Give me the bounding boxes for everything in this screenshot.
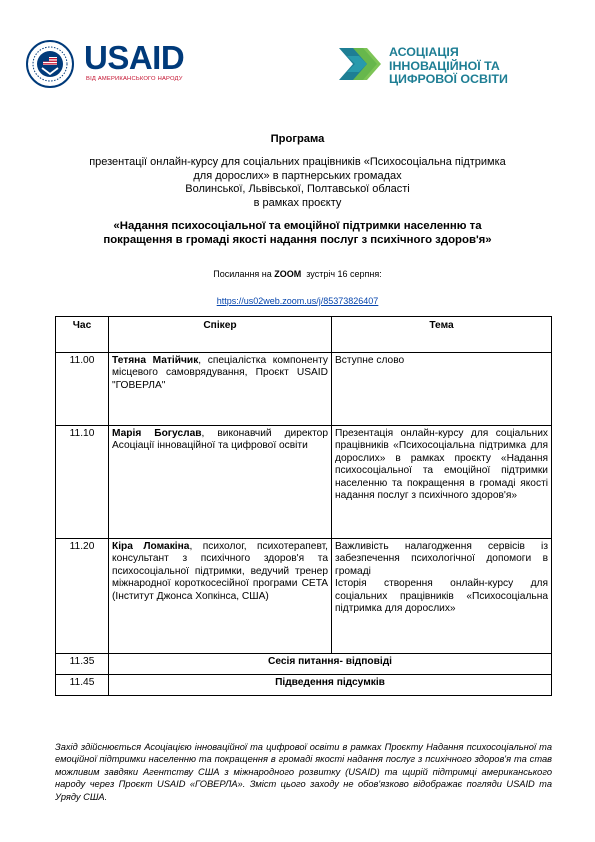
speaker-name: Кіра Ломакіна xyxy=(112,541,190,552)
header-speaker: Спікер xyxy=(109,317,332,353)
row-topic xyxy=(332,539,552,654)
table-row xyxy=(56,539,552,654)
project-name-line: покращення в громаді якості надання послуг з психічного здоров'я» xyxy=(103,233,492,246)
zoom-info xyxy=(0,268,595,282)
table-row xyxy=(56,675,552,696)
usaid-logo xyxy=(26,40,196,88)
speaker-role: , спеціалістка компоненту місцевого самоврядування, Проєкт USAID "ГОВЕРЛА" xyxy=(112,355,329,391)
zoom-suffix: зустріч 16 серпня: xyxy=(301,269,382,279)
speaker-role: , психолог, психотерапевт, консультант з психічного здоров'я та психосоціальної підтримки, ведучий тренер міжнародної короткосесійної програми CETA (Інститут Джонса Хопкінса, США) xyxy=(112,541,328,602)
description-line: Волинської, Львівської, Полтавської області xyxy=(185,183,410,195)
topic-line: Важливість налагодження сервісів із забезпечення психологічної допомоги в громаді xyxy=(335,541,548,577)
usaid-wordmark: USAID xyxy=(84,39,185,76)
zoom-word: ZOOM xyxy=(274,269,302,279)
row-time: 11.00 xyxy=(56,353,109,426)
speaker-name: Тетяна Матійчик xyxy=(112,355,199,366)
description-line: для дорослих» в партнерських громадах xyxy=(193,169,402,182)
description-line: в рамках проєкту xyxy=(253,196,342,209)
row-session: Сесія питання- відповіді xyxy=(109,654,552,675)
row-time: 11.45 xyxy=(56,675,109,696)
table-row xyxy=(56,353,552,426)
row-speaker xyxy=(109,539,332,654)
row-time: 11.20 xyxy=(56,539,109,654)
zoom-prefix: Посилання на xyxy=(213,269,275,279)
row-time: 11.10 xyxy=(56,426,109,539)
table-header-row xyxy=(56,317,552,353)
zoom-link[interactable]: https://us02web.zoom.us/j/85373826407 xyxy=(216,296,379,306)
header-time: Час xyxy=(56,317,109,353)
table-row xyxy=(56,426,552,539)
speaker-name: Марія Богуслав xyxy=(112,428,202,439)
row-topic: Вступне слово xyxy=(332,353,552,426)
usaid-seal-icon xyxy=(26,40,74,88)
usaid-tagline: ВІД АМЕРИКАНСЬКОГО НАРОДУ xyxy=(86,76,183,82)
footer-disclaimer: Захід здійснюється Асоціацією інноваційної та цифрової освіти в рамках Проєкту Надання психосоціальної та емоційної підтримки населенню та покращення в громаді якості надання послуг з психічного здоров'я та став можливим завдяки Агентству США з міжнародного розвитку (USAID) та щирій підтримці американського народу через Проєкт USAID «ГОВЕРЛА». Зміст цього заходу не обов'язково відображає погляди USAID та Уряду США. xyxy=(55,742,552,802)
association-logo xyxy=(337,46,537,86)
row-session: Підведення підсумків xyxy=(109,675,552,696)
speaker-role: , виконавчий директор Асоціації інноваційної та цифрової освіти xyxy=(112,428,329,452)
project-name xyxy=(0,220,595,247)
topic-line: Історія створення онлайн-курсу для соціальних працівників «Психосоціальна підтримка для дорослих» xyxy=(335,578,548,615)
row-time: 11.35 xyxy=(56,654,109,675)
project-name-line: «Надання психосоціальної та емоційної підтримки населенню та xyxy=(113,220,482,232)
header-topic: Тема xyxy=(332,317,552,353)
association-name-line-1: АСОЦІАЦІЯ xyxy=(389,45,459,59)
agenda-table xyxy=(55,316,552,696)
association-name xyxy=(389,46,508,87)
table-row xyxy=(56,654,552,675)
description-line: презентації онлайн-курсу для соціальних працівників «Психосоціальна підтримка xyxy=(89,156,506,168)
program-title: Програма xyxy=(270,133,325,145)
program-description xyxy=(0,156,595,210)
association-name-line-2: ІННОВАЦІЙНОЇ ТА xyxy=(389,58,500,73)
row-speaker xyxy=(109,353,332,426)
association-name-line-3: ЦИФРОВОЇ ОСВІТИ xyxy=(389,72,508,87)
row-topic: Презентація онлайн-курсу для соціальних працівників «Психосоціальна підтримка для дорослих» в рамках проєкту «Надання психосоціальної та емоційної підтримки населенню та покращення в громаді якості надання послуг з психічного здоров'я» xyxy=(332,426,552,539)
row-speaker xyxy=(109,426,332,539)
association-chevron-icon xyxy=(337,46,387,82)
